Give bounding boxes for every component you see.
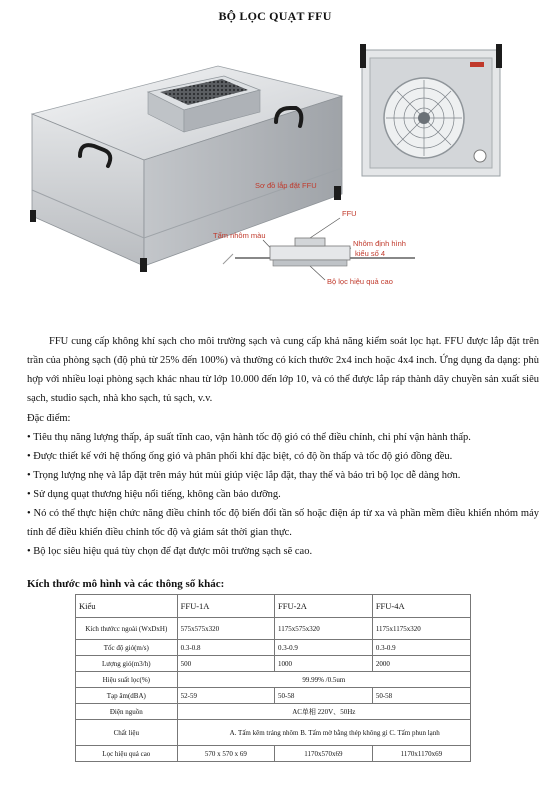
feature-item: • Được thiết kế với hệ thống ống gió và phân phối khí đặc biệt, có độ ồn thấp và tốc độ gió đồng đều. <box>27 451 453 462</box>
table-cell: Tốc độ gió(m/s) <box>76 640 178 656</box>
table-cell: A. Tấm kẽm tráng nhôm B. Tấm mờ bằng thép không gỉ C. Tấm phun lạnh <box>177 720 470 746</box>
table-cell: Điện nguồn <box>76 704 178 720</box>
table-row <box>76 746 471 762</box>
table-cell: Lượng gió(m3/h) <box>76 656 178 672</box>
table-cell: Kiểu <box>76 595 178 618</box>
label-alu-profile-1: Nhôm định hình <box>353 239 406 248</box>
label-alu-panel: Tấm nhôm màu <box>213 231 266 240</box>
spec-table <box>75 594 471 762</box>
features-heading: Đặc điểm: <box>27 413 71 424</box>
diagram-caption: Sơ đồ lắp đặt FFU <box>255 181 317 190</box>
table-cell: 2000 <box>372 656 470 672</box>
table-cell: 0.3-0.8 <box>177 640 274 656</box>
table-cell: 1000 <box>275 656 373 672</box>
table-cell: Chất liệu <box>76 720 178 746</box>
table-cell: FFU-2A <box>275 595 373 618</box>
table-cell: 0.3-0.9 <box>372 640 470 656</box>
feature-item: • Sử dụng quạt thương hiệu nổi tiếng, không cần bảo dưỡng. <box>27 489 281 500</box>
spec-heading: Kích thước mô hình và các thông số khác: <box>27 578 225 590</box>
table-cell: 500 <box>177 656 274 672</box>
table-cell: 1175x575x320 <box>275 618 373 640</box>
page-title: BỘ LỌC QUẠT FFU <box>218 9 332 23</box>
table-cell: FFU-4A <box>372 595 470 618</box>
table-cell: 50-58 <box>372 688 470 704</box>
table-row <box>76 595 471 618</box>
table-cell: 99.99% /0.5um <box>177 672 470 688</box>
table-cell: 0.3-0.9 <box>275 640 373 656</box>
table-row <box>76 704 471 720</box>
label-hepa: Bộ lọc hiệu quả cao <box>327 277 393 286</box>
table-cell: 50-58 <box>275 688 373 704</box>
table-cell: 1170x570x69 <box>275 746 373 762</box>
table-cell: Lọc hiệu quả cao <box>76 746 178 762</box>
ffu-front-view-image <box>360 44 502 178</box>
table-cell: FFU-1A <box>177 595 274 618</box>
feature-item: • Trọng lượng nhẹ và lắp đặt trên máy hút mùi giúp việc lắp đặt, thay thế và bảo trì bộ lọc dễ dàng hơn. <box>27 470 461 481</box>
table-row <box>76 720 471 746</box>
table-row <box>76 618 471 640</box>
table-cell: Tạp âm(dBA) <box>76 688 178 704</box>
features-list <box>27 409 539 561</box>
table-cell: 575x575x320 <box>177 618 274 640</box>
label-alu-profile-2: kiểu số 4 <box>355 249 386 258</box>
table-cell: 1170x1170x69 <box>372 746 470 762</box>
feature-item: • Nó có thể thực hiện chức năng điều chỉnh tốc độ biến đổi tần số hoặc điện áp từ xa và phần mềm điều khiển nhóm máy tính để điều khiển điều chỉnh tốc độ và giám sát thời gian thực. <box>27 508 539 538</box>
table-row <box>76 640 471 656</box>
table-cell: AC单相 220V、50Hz <box>177 704 470 720</box>
intro-paragraph: FFU cung cấp không khí sạch cho môi trường sạch và cung cấp khả năng kiểm soát lọc hạt. FFU được lắp đặt trên trần của phòng sạch (độ phủ từ 25% đến 100%) và thường có kích thước 2x4 inch hoặc 4x4 inch. Ứng dụng đa dạng: phù hợp với nhiều loại phòng sạch khác nhau từ lớp 10.000 đến lớp 10, và có thể được lắp ráp thành dây chuyền sản xuất siêu sạch, studio sạch, nhà kho sạch, tủ sạch, v.v. <box>27 336 539 404</box>
label-ffu: FFU <box>342 209 357 218</box>
feature-item: • Tiêu thụ năng lượng thấp, áp suất tĩnh cao, vận hành tốc độ gió có thể điều chỉnh, chi phí vận hành thấp. <box>27 432 471 443</box>
table-cell: Kích thướcc ngoài (WxDxH) <box>76 618 178 640</box>
table-row <box>76 656 471 672</box>
installation-diagram <box>205 180 435 290</box>
table-row <box>76 672 471 688</box>
table-row <box>76 688 471 704</box>
feature-item: • Bộ lọc siêu hiệu quả tùy chọn để đạt được môi trường sạch sẽ cao. <box>27 546 313 557</box>
table-cell: 52-59 <box>177 688 274 704</box>
table-cell: 570 x 570 x 69 <box>177 746 274 762</box>
table-cell: 1175x1175x320 <box>372 618 470 640</box>
table-cell: Hiệu suất lọc(%) <box>76 672 178 688</box>
